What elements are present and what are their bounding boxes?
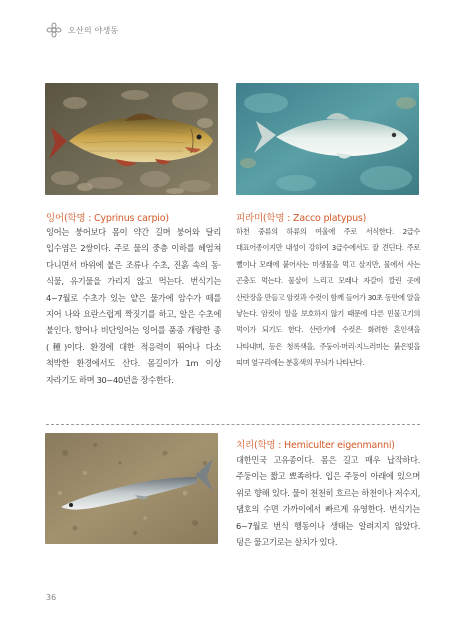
page-header <box>46 22 118 38</box>
pale-chub-photo <box>236 83 419 195</box>
pale-chub-title: 피라미(학명 : Zacco platypus) <box>236 213 367 224</box>
carp-description: 잉어는 붕어보다 몸이 약간 길며 붕어와 달리 입수염은 2쌍이다. 주로 물의 중층 이하를 헤엄쳐 다니면서 바위에 붙은 조류나 수초, 진흙 속의 동·식물, 유기물을 가리지 않고 먹는다. 번식기는 4~7월로 수초가 있는 얕은 물가에 암수가 떼를 지어 나와 요란스럽게 짝짓기를 하고, 알은 수초에 붙인다. 향어나 비단잉어는 잉어를 품종 개량한 종(種)이다. 환경에 대한 적응력이 뛰어나 다소 척박한 환경에서도 산다. 몸길이가 1m 이상 자라기도 하며 30~40년을 장수한다. <box>46 227 221 385</box>
hemiculter-description: 대한민국 고유종이다. 몸은 길고 매우 납작하다. 주둥이는 짧고 뾰족하다. 입은 주둥이 아래에 있으며 위로 향해 있다. 물이 천천히 흐르는 하천이나 저수지, 댐호의 수면 가까이에서 빠르게 유영한다. 번식기는 6~7월로 번식 행동이나 생태는 알려지지 않았다. 덩은 물고기로는 살치가 있다. <box>236 455 420 548</box>
page-number: 36 <box>46 593 57 602</box>
pale-chub-description: 하천 중류의 하류의 여울에 주로 서식한다. 2급수 대표어종이지만 내성이 강하여 3급수에서도 잘 견딘다. 주로 뻘이나 모래에 붙어사는 미생물을 먹고 살지만, 물에서 사는 곤충도 먹는다. 물살이 느리고 모래나 자갈이 깔린 곳에 산란장을 만들고 암컷과 수컷이 함께 들어가 30초 동안에 알을 낳는다. 암컷이 알을 보호하지 않기 때문에 다른 민물고기의 먹이가 되기도 한다. 산란기에 수컷은 화려한 혼인색을 나타내며, 등은 청록색을, 주둥이·머리·지느러미는 붉은빛을 띠며 옆구리에는 분홍색의 무늬가 나타난다. <box>236 227 420 368</box>
flower-emblem-icon <box>46 22 62 38</box>
page-header-title: 오산의 야생동 <box>68 25 119 35</box>
carp-title: 잉어(학명 : Cyprinus carpio) <box>46 213 169 224</box>
hemiculter-photo <box>45 433 218 544</box>
section-divider <box>46 424 420 425</box>
carp-photo <box>45 83 218 195</box>
hemiculter-title: 치리(학명 : Hemiculter eigenmanni) <box>236 440 395 451</box>
